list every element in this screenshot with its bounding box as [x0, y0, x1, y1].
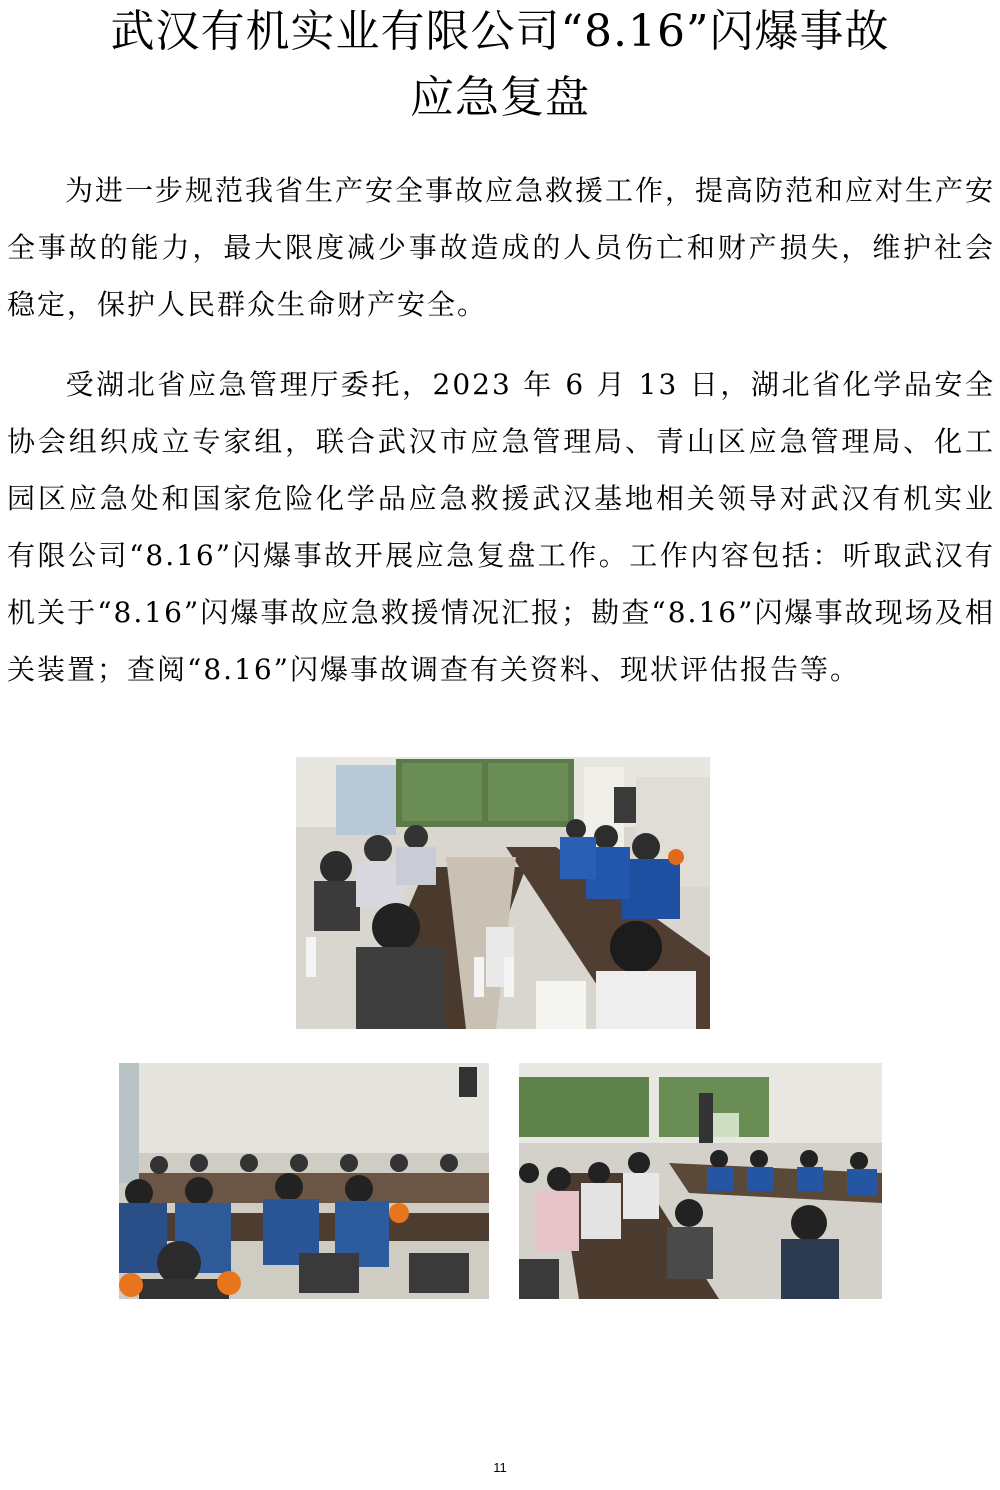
meeting-photo-main — [296, 757, 710, 1029]
document-title-line-1: 武汉有机实业有限公司“8.16”闪爆事故 — [110, 6, 890, 57]
paragraph-1-text: 为进一步规范我省生产安全事故应急救援工作，提高防范和应对生产安全事故的能力，最大限度减少事故造成的人员伤亡和财产损失，维护社会稳定，保护人民群众生命财产安全。 — [7, 174, 996, 321]
meeting-photo-left — [119, 1063, 489, 1299]
paragraph-2-text: 受湖北省应急管理厅委托，2023 年 6 月 13 日，湖北省化学品安全协会组织成立专家组，联合武汉市应急管理局、青山区应急管理局、化工园区应急处和国家危险化学品应急救援武汉基地相关领导对武汉有机实业有限公司“8.16”闪爆事故开展应急复盘工作。工作内容包括：听取武汉有机关于“8.16”闪爆事故应急救援情况汇报；勘查“8.16”闪爆事故现场及相关装置；查阅“8.16”闪爆事故调查有关资料、现状评估报告等。 — [7, 368, 995, 686]
document-title-line-2: 应急复盘 — [410, 72, 590, 123]
meeting-photo-right — [519, 1063, 882, 1299]
paragraph-1 — [7, 162, 995, 333]
paragraph-2 — [7, 356, 995, 698]
page-number: 11 — [493, 1460, 507, 1475]
